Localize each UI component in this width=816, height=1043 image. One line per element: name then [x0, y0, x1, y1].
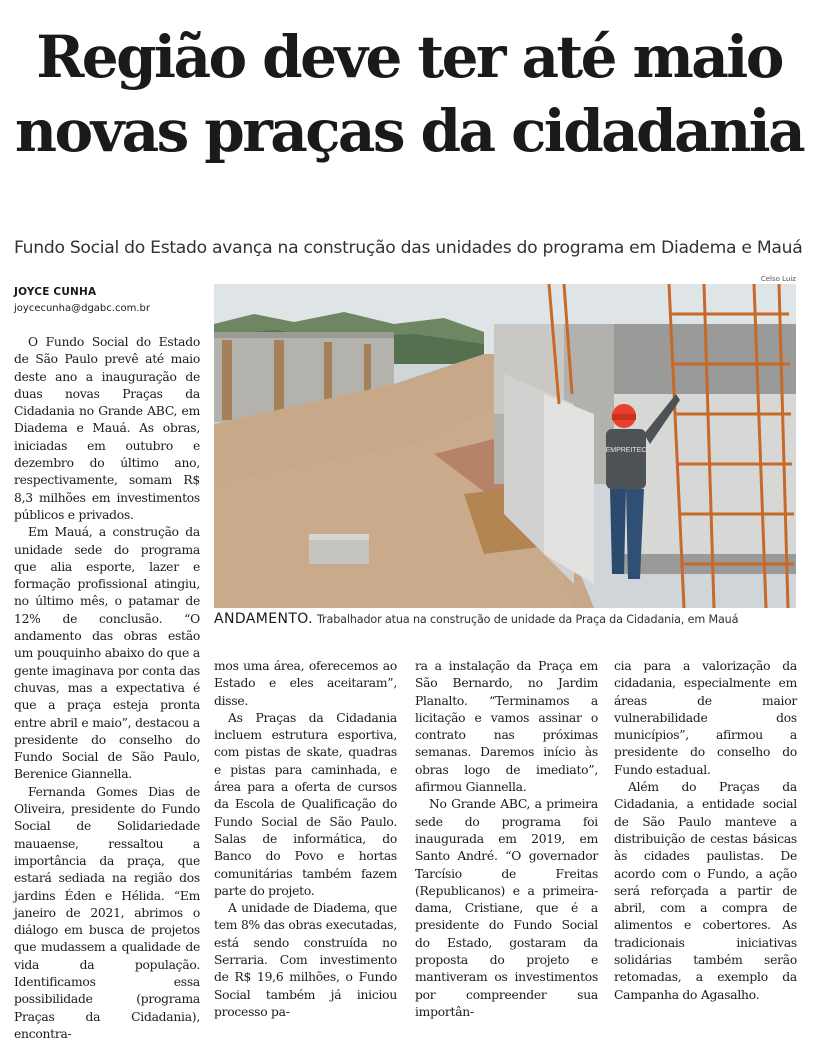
- author-byline: JOYCE CUNHA: [14, 286, 97, 298]
- body-paragraph: O Fundo Social do Estado de São Paulo prevê até maio deste ano a inauguração de duas novas Praças da Cidadania no Grande ABC, em Diadema e Mauá. As obras, iniciadas em outubro e dezembro do último ano, respectivamente, somam R$ 8,3 milhões em investimentos públicos e privados.: [14, 335, 200, 522]
- caption-lead: ANDAMENTO.: [214, 611, 314, 627]
- body-paragraph: Fernanda Gomes Dias de Oliveira, presidente do Fundo Social de Solidariedade mauaense, ressaltou a importância da praça, que estará sediada na região dos jardins Éden e Hélida. “Em janeiro de 2021, abrimos o diálogo em busca de projetos que mudassem a qualidade de vida da população. Identificamos essa possibilidade (programa Praças da Cidadania), encontra-: [14, 784, 200, 1041]
- body-paragraph: As Praças da Cidadania incluem estrutura esportiva, com pistas de skate, quadras e pistas para caminhada, e área para a oferta de cursos da Escola de Qualificação do Fundo Social de São Paulo. Salas de informática, do Banco do Povo e hortas comunitárias também fazem parte do projeto.: [214, 710, 397, 898]
- body-column-2: [214, 658, 397, 1019]
- body-paragraph: A unidade de Diadema, que tem 8% das obras executadas, está sendo construída no Serraria. Com investimento de R$ 19,6 milhões, o Fundo Social também já iniciou processo pa-: [214, 901, 397, 1019]
- body-paragraph: cia para a valorização da cidadania, especialmente em áreas de maior vulnerabilidade dos municípios”, afirmou a presidente do conselho do Fundo estadual.: [614, 659, 797, 777]
- body-paragraph: Em Mauá, a construção da unidade sede do programa que alia esporte, lazer e formação profissional atingiu, no último mês, o patamar de 12% de conclusão. “O andamento das obras estão um pouquinho abaixo do que a gente imaginava por conta das chuvas, mas a expectativa é que a praça esteja pronta entre abril e maio”, destacou a presidente do conselho do Fundo Social de São Paulo, Berenice Giannella.: [14, 525, 200, 782]
- body-column-3: [415, 658, 598, 1019]
- caption-text: Trabalhador atua na construção de unidade da Praça da Cidadania, em Mauá: [317, 613, 739, 626]
- body-paragraph: ra a instalação da Praça em São Bernardo, no Jardim Planalto. “Terminamos a licitação e vamos assinar o contrato nas próximas semanas. Daremos início às obras logo de imediato”, afirmou Giannella.: [415, 659, 598, 795]
- body-column-4: [614, 658, 797, 1002]
- headline: Região deve ter até maio novas praças da cidadania: [14, 23, 804, 165]
- author-email[interactable]: joycecunha@dgabc.com.br: [14, 303, 150, 314]
- photo-caption: [214, 611, 796, 627]
- body-paragraph: No Grande ABC, a primeira sede do programa foi inaugurada em 2019, em Santo André. “O governador Tarcísio de Freitas (Republicanos) e a primeira-dama, Cristiane, que é a presidente do Fundo Social do Estado, gostaram da proposta do projeto e mantiveram os investimentos por compreender sua importân-: [415, 797, 598, 1019]
- subheadline: Fundo Social do Estado avança na construção das unidades do programa em Diadema e Mauá: [14, 238, 803, 258]
- body-paragraph: Além do Praças da Cidadania, a entidade social de São Paulo manteve a distribuição de cestas básicas às cidades paulistas. De acordo com o Fundo, a ação será reforçada a partir de abril, com a compra de alimentos e cobertores. As tradicionais iniciativas solidárias também serão retomadas, a exemplo da Campanha do Agasalho.: [614, 780, 797, 1002]
- shirt-logo: EMPREITEC: [605, 447, 647, 454]
- construction-photo: [214, 284, 796, 608]
- body-paragraph: mos uma área, oferecemos ao Estado e eles aceitaram”, disse.: [214, 659, 397, 708]
- construction-photo-illustration: [214, 284, 796, 608]
- photo-credit: Celso Luiz: [760, 275, 796, 283]
- body-column-1: [14, 334, 200, 1041]
